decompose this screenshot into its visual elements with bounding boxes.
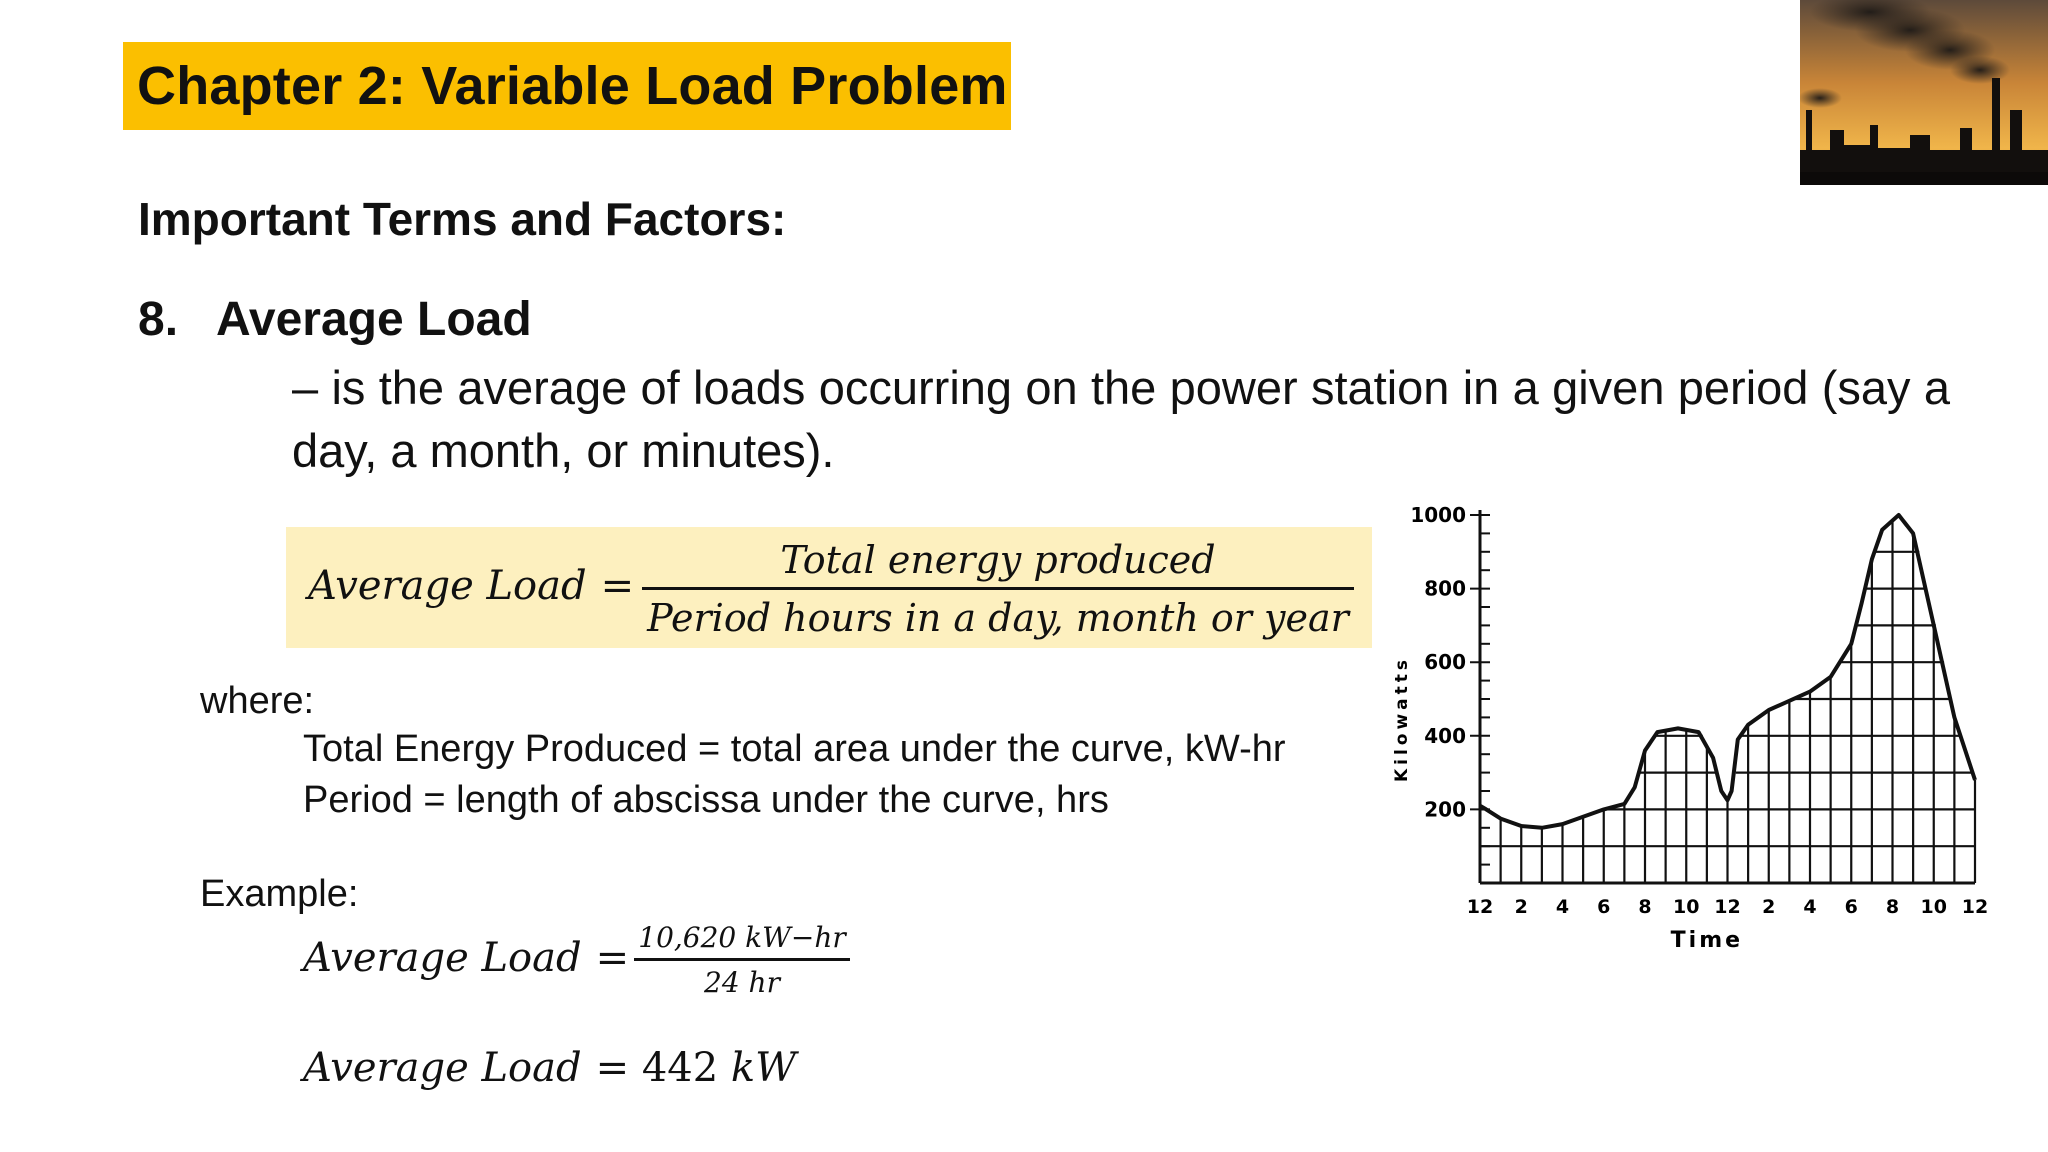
x-tick-label: 12: [1466, 896, 1494, 918]
x-tick-label: 10: [1920, 896, 1947, 918]
subheading: Important Terms and Factors:: [138, 193, 787, 245]
x-tick-label: 10: [1673, 896, 1700, 918]
example-result-unit: kW: [730, 1045, 797, 1091]
formula-equals: =: [600, 563, 635, 609]
load-curve-chart: [1385, 500, 1995, 990]
x-tick-label: 12: [1961, 896, 1989, 918]
factory-photo: [1800, 0, 2048, 185]
example-lhs-text: Average Load: [303, 935, 582, 981]
formula-denominator: Period hours in a day, month or year: [647, 596, 1349, 640]
term-number: 8.: [138, 293, 179, 346]
load-curve-series: [1480, 515, 1975, 828]
y-tick-label: 400: [1424, 723, 1466, 748]
example-result: [303, 1045, 796, 1091]
slide-title: Chapter 2: Variable Load Problem: [137, 56, 1008, 116]
x-tick-label: 8: [1638, 896, 1652, 918]
x-tick-label: 2: [1514, 896, 1528, 918]
example-equals: =: [595, 935, 630, 981]
definition-period: Period = length of abscissa under the curve, hrs: [303, 779, 1109, 821]
definition-total-energy: Total Energy Produced = total area under the curve, kW-hr: [303, 728, 1286, 770]
y-axis-title: Kilowatts: [1392, 655, 1412, 783]
factory-smokestack-sunset-icon: [1800, 0, 2048, 185]
example-result-lhs: Average Load: [303, 1045, 582, 1091]
example-result-equals: =: [595, 1045, 630, 1091]
y-tick-labels: [1410, 503, 1466, 821]
example-denominator: 24 hr: [704, 966, 780, 999]
where-label: where:: [200, 680, 315, 722]
example-numerator: 10,620 kW−hr: [638, 921, 846, 954]
example-result-value: 442: [641, 1045, 719, 1091]
y-tick-label: 800: [1424, 576, 1466, 601]
x-tick-labels: [1467, 896, 1988, 918]
formula-lhs: [308, 563, 634, 609]
y-tick-label: 1000: [1410, 503, 1466, 527]
x-tick-label: 6: [1844, 896, 1858, 918]
formula-numerator: Total energy produced: [780, 538, 1216, 582]
y-tick-label: 200: [1424, 797, 1466, 822]
x-tick-label: 12: [1714, 896, 1741, 918]
x-axis-title: Time: [1670, 928, 1744, 953]
formula-box: [286, 527, 1372, 648]
term-description: – is the average of loads occurring on the power station in a given period (say a day, a month, or minutes).: [292, 361, 1950, 477]
term-title: Average Load: [216, 293, 532, 346]
title-banner: [123, 42, 1011, 130]
x-tick-label: 2: [1762, 896, 1776, 918]
term-heading: [138, 292, 532, 347]
x-tick-label: 8: [1885, 896, 1900, 918]
formula-lhs-text: Average Load: [308, 563, 587, 609]
example-label: Example:: [200, 873, 359, 915]
y-tick-label: 600: [1424, 650, 1466, 675]
x-tick-label: 6: [1597, 896, 1611, 918]
x-tick-label: 4: [1803, 896, 1817, 918]
formula-fraction: [642, 533, 1354, 646]
example-fraction: [634, 918, 850, 1005]
chart-grid: [1480, 521, 1975, 883]
x-tick-label: 4: [1555, 896, 1570, 918]
example-lhs: [303, 935, 629, 981]
